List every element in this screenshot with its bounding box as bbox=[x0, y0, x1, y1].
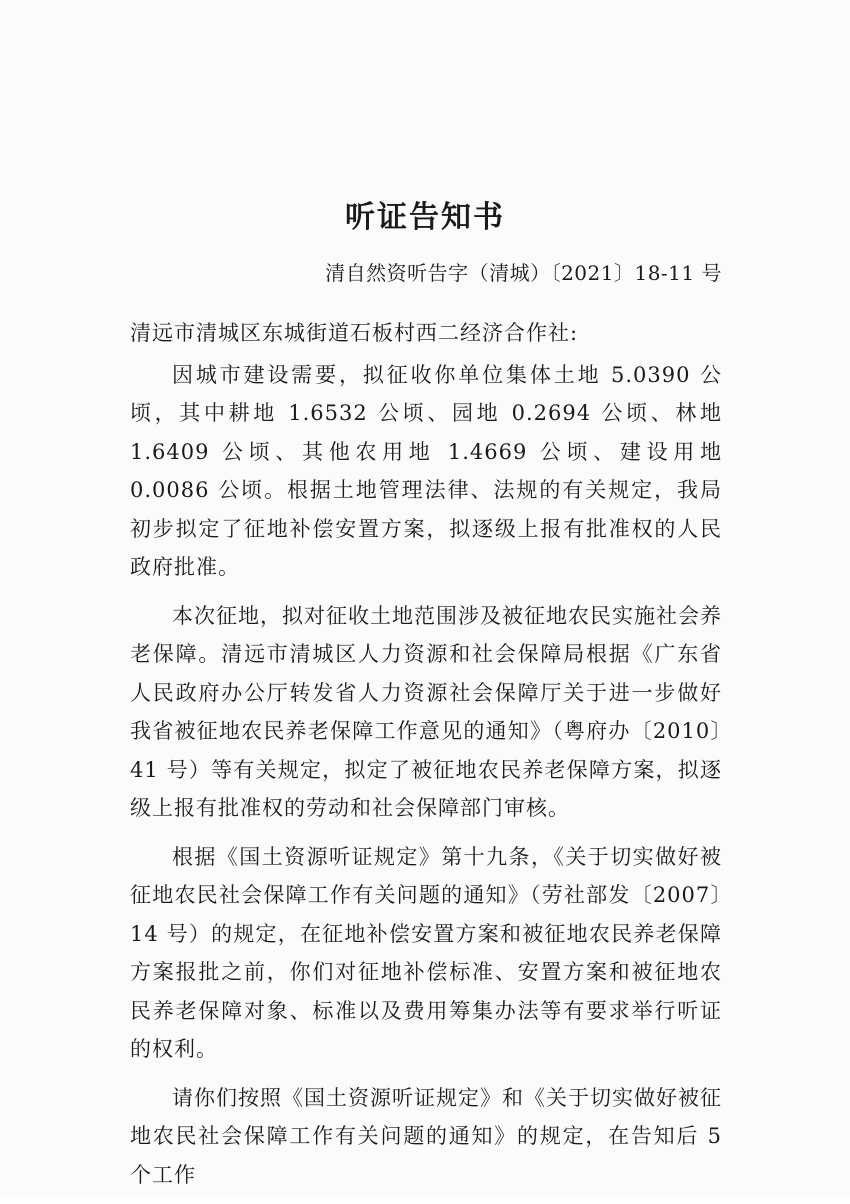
paragraph-3: 根据《国土资源听证规定》第十九条，《关于切实做好被征地农民社会保障工作有关问题的通知》（劳社部发〔2007〕14 号）的规定，在征地补偿安置方案和被征地农民养老保障方案报批之前，你们对征地补偿标准、安置方案和被征地农民养老保障对象、标准以及费用筹集办法等有要求举行听证的权利。 bbox=[130, 844, 722, 1061]
paragraph-1: 因城市建设需要，拟征收你单位集体土地 5.0390 公顷，其中耕地 1.6532 公顷、园地 0.2694 公顷、林地 1.6409 公顷、其他农用地 1.4669 公顷、建设用地 0.0086 公顷。根据土地管理法律、法规的有关规定，我局初步拟定了征地补偿安置方案，拟逐级上报有批准权的人民政府批准。 bbox=[130, 362, 722, 579]
document-body bbox=[130, 314, 722, 1204]
paragraph-4: 请你们按照《国土资源听证规定》和《关于切实做好被征地农民社会保障工作有关问题的通知》的规定，在告知后 5 个工作 bbox=[130, 1085, 722, 1187]
addressee: 清远市清城区东城街道石板村西二经济合作社: bbox=[130, 321, 579, 345]
document-title: 听证告知书 bbox=[345, 200, 505, 235]
paragraph-2: 本次征地，拟对征收土地范围涉及被征地农民实施社会养老保障。清远市清城区人力资源和社会保障局根据《广东省人民政府办公厅转发省人力资源社会保障厅关于进一步做好我省被征地农民养老保障工作意见的通知》（粤府办〔2010〕41 号）等有关规定，拟定了被征地农民养老保障方案，拟逐级上报有批准权的劳动和社会保障部门审核。 bbox=[130, 603, 722, 820]
document-number: 清自然资听告字（清城）〔2021〕18-11 号 bbox=[325, 261, 722, 285]
